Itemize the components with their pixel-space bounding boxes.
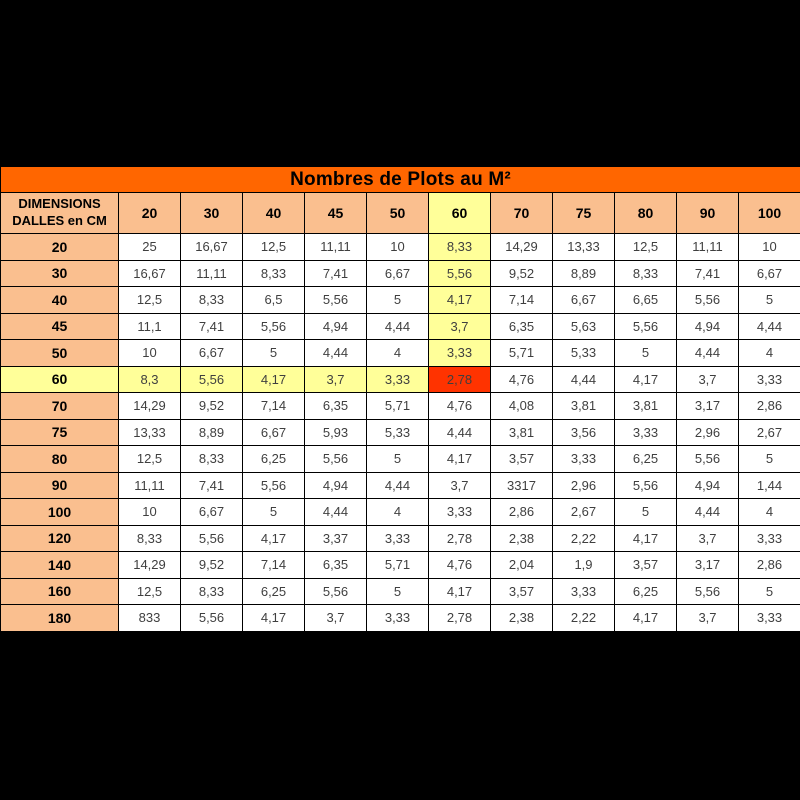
cell-40-60: 4,17	[429, 287, 491, 314]
cell-120-45: 3,37	[305, 525, 367, 552]
cell-75-40: 6,67	[243, 419, 305, 446]
cell-40-45: 5,56	[305, 287, 367, 314]
column-header-80: 80	[615, 193, 677, 234]
column-header-90: 90	[677, 193, 739, 234]
cell-80-30: 8,33	[181, 446, 243, 473]
cell-50-100: 4	[739, 340, 800, 367]
cell-50-75: 5,33	[553, 340, 615, 367]
cell-100-50: 4	[367, 499, 429, 526]
cell-140-90: 3,17	[677, 552, 739, 579]
cell-180-20: 833	[119, 605, 181, 632]
cell-20-20: 25	[119, 234, 181, 261]
cell-70-60: 4,76	[429, 393, 491, 420]
cell-40-20: 12,5	[119, 287, 181, 314]
cell-50-80: 5	[615, 340, 677, 367]
cell-70-45: 6,35	[305, 393, 367, 420]
cell-160-100: 5	[739, 578, 800, 605]
cell-45-30: 7,41	[181, 313, 243, 340]
cell-160-80: 6,25	[615, 578, 677, 605]
cell-100-75: 2,67	[553, 499, 615, 526]
cell-75-60: 4,44	[429, 419, 491, 446]
cell-180-30: 5,56	[181, 605, 243, 632]
row-header-120: 120	[1, 525, 119, 552]
cell-120-20: 8,33	[119, 525, 181, 552]
cell-60-75: 4,44	[553, 366, 615, 393]
table-row-70	[1, 393, 800, 420]
table-row-120	[1, 525, 800, 552]
cell-160-50: 5	[367, 578, 429, 605]
cell-90-30: 7,41	[181, 472, 243, 499]
cell-180-100: 3,33	[739, 605, 800, 632]
cell-160-75: 3,33	[553, 578, 615, 605]
cell-60-100: 3,33	[739, 366, 800, 393]
row-header-180: 180	[1, 605, 119, 632]
column-header-20: 20	[119, 193, 181, 234]
cell-60-30: 5,56	[181, 366, 243, 393]
row-header-20: 20	[1, 234, 119, 261]
cell-140-100: 2,86	[739, 552, 800, 579]
cell-40-90: 5,56	[677, 287, 739, 314]
cell-40-75: 6,67	[553, 287, 615, 314]
cell-60-20: 8,3	[119, 366, 181, 393]
cell-70-50: 5,71	[367, 393, 429, 420]
cell-20-75: 13,33	[553, 234, 615, 261]
cell-160-60: 4,17	[429, 578, 491, 605]
cell-90-60: 3,7	[429, 472, 491, 499]
cell-120-70: 2,38	[491, 525, 553, 552]
cell-180-60: 2,78	[429, 605, 491, 632]
cell-90-100: 1,44	[739, 472, 800, 499]
cell-45-70: 6,35	[491, 313, 553, 340]
cell-45-75: 5,63	[553, 313, 615, 340]
cell-45-20: 11,1	[119, 313, 181, 340]
cell-45-50: 4,44	[367, 313, 429, 340]
cell-180-80: 4,17	[615, 605, 677, 632]
table-row-50	[1, 340, 800, 367]
cell-70-100: 2,86	[739, 393, 800, 420]
cell-30-50: 6,67	[367, 260, 429, 287]
corner-header-line2: DALLES en CM	[12, 213, 107, 228]
cell-100-90: 4,44	[677, 499, 739, 526]
column-header-40: 40	[243, 193, 305, 234]
cell-30-40: 8,33	[243, 260, 305, 287]
cell-100-40: 5	[243, 499, 305, 526]
corner-header-line1: DIMENSIONS	[18, 196, 101, 212]
cell-90-45: 4,94	[305, 472, 367, 499]
column-header-row	[1, 193, 800, 234]
cell-80-80: 6,25	[615, 446, 677, 473]
cell-140-50: 5,71	[367, 552, 429, 579]
cell-120-100: 3,33	[739, 525, 800, 552]
cell-180-40: 4,17	[243, 605, 305, 632]
cell-80-75: 3,33	[553, 446, 615, 473]
row-header-75: 75	[1, 419, 119, 446]
cell-60-40: 4,17	[243, 366, 305, 393]
cell-160-90: 5,56	[677, 578, 739, 605]
cell-30-90: 7,41	[677, 260, 739, 287]
column-header-45: 45	[305, 193, 367, 234]
cell-75-20: 13,33	[119, 419, 181, 446]
cell-20-70: 14,29	[491, 234, 553, 261]
column-header-50: 50	[367, 193, 429, 234]
cell-75-100: 2,67	[739, 419, 800, 446]
cell-140-45: 6,35	[305, 552, 367, 579]
cell-60-90: 3,7	[677, 366, 739, 393]
cell-160-45: 5,56	[305, 578, 367, 605]
row-header-60: 60	[1, 366, 119, 393]
cell-140-20: 14,29	[119, 552, 181, 579]
cell-45-60: 3,7	[429, 313, 491, 340]
cell-120-90: 3,7	[677, 525, 739, 552]
cell-140-30: 9,52	[181, 552, 243, 579]
cell-120-50: 3,33	[367, 525, 429, 552]
cell-40-40: 6,5	[243, 287, 305, 314]
cell-90-90: 4,94	[677, 472, 739, 499]
cell-140-60: 4,76	[429, 552, 491, 579]
cell-90-75: 2,96	[553, 472, 615, 499]
cell-120-80: 4,17	[615, 525, 677, 552]
column-header-60: 60	[429, 193, 491, 234]
cell-100-100: 4	[739, 499, 800, 526]
cell-80-45: 5,56	[305, 446, 367, 473]
cell-180-70: 2,38	[491, 605, 553, 632]
table-row-140	[1, 552, 800, 579]
cell-80-70: 3,57	[491, 446, 553, 473]
cell-120-30: 5,56	[181, 525, 243, 552]
cell-75-30: 8,89	[181, 419, 243, 446]
cell-60-60: 2,78	[429, 366, 491, 393]
cell-20-90: 11,11	[677, 234, 739, 261]
cell-80-50: 5	[367, 446, 429, 473]
cell-30-20: 16,67	[119, 260, 181, 287]
cell-45-45: 4,94	[305, 313, 367, 340]
row-header-100: 100	[1, 499, 119, 526]
cell-30-80: 8,33	[615, 260, 677, 287]
row-header-40: 40	[1, 287, 119, 314]
cell-45-90: 4,94	[677, 313, 739, 340]
cell-70-80: 3,81	[615, 393, 677, 420]
table-row-30	[1, 260, 800, 287]
cell-40-100: 5	[739, 287, 800, 314]
cell-40-50: 5	[367, 287, 429, 314]
cell-90-70: 3317	[491, 472, 553, 499]
cell-70-30: 9,52	[181, 393, 243, 420]
cell-160-20: 12,5	[119, 578, 181, 605]
cell-50-45: 4,44	[305, 340, 367, 367]
cell-30-45: 7,41	[305, 260, 367, 287]
cell-20-45: 11,11	[305, 234, 367, 261]
cell-100-45: 4,44	[305, 499, 367, 526]
table-row-80	[1, 446, 800, 473]
cell-120-75: 2,22	[553, 525, 615, 552]
row-header-80: 80	[1, 446, 119, 473]
table-row-90	[1, 472, 800, 499]
cell-20-50: 10	[367, 234, 429, 261]
cell-30-60: 5,56	[429, 260, 491, 287]
cell-30-70: 9,52	[491, 260, 553, 287]
table-row-75	[1, 419, 800, 446]
cell-90-20: 11,11	[119, 472, 181, 499]
column-header-75: 75	[553, 193, 615, 234]
cell-180-50: 3,33	[367, 605, 429, 632]
table-row-40	[1, 287, 800, 314]
cell-30-30: 11,11	[181, 260, 243, 287]
cell-140-40: 7,14	[243, 552, 305, 579]
cell-75-80: 3,33	[615, 419, 677, 446]
cell-70-90: 3,17	[677, 393, 739, 420]
cell-70-75: 3,81	[553, 393, 615, 420]
cell-100-70: 2,86	[491, 499, 553, 526]
cell-90-40: 5,56	[243, 472, 305, 499]
cell-50-60: 3,33	[429, 340, 491, 367]
cell-30-75: 8,89	[553, 260, 615, 287]
cell-100-60: 3,33	[429, 499, 491, 526]
cell-40-80: 6,65	[615, 287, 677, 314]
cell-40-70: 7,14	[491, 287, 553, 314]
cell-20-30: 16,67	[181, 234, 243, 261]
cell-80-100: 5	[739, 446, 800, 473]
cell-100-80: 5	[615, 499, 677, 526]
cell-180-90: 3,7	[677, 605, 739, 632]
cell-100-30: 6,67	[181, 499, 243, 526]
cell-50-20: 10	[119, 340, 181, 367]
cell-140-75: 1,9	[553, 552, 615, 579]
row-header-90: 90	[1, 472, 119, 499]
cell-20-80: 12,5	[615, 234, 677, 261]
cell-180-75: 2,22	[553, 605, 615, 632]
cell-120-40: 4,17	[243, 525, 305, 552]
cell-20-60: 8,33	[429, 234, 491, 261]
cell-140-80: 3,57	[615, 552, 677, 579]
cell-50-30: 6,67	[181, 340, 243, 367]
column-header-100: 100	[739, 193, 800, 234]
column-header-30: 30	[181, 193, 243, 234]
row-header-50: 50	[1, 340, 119, 367]
cell-80-20: 12,5	[119, 446, 181, 473]
table-row-180	[1, 605, 800, 632]
plots-table-container	[0, 166, 800, 632]
row-header-160: 160	[1, 578, 119, 605]
cell-60-80: 4,17	[615, 366, 677, 393]
cell-20-40: 12,5	[243, 234, 305, 261]
cell-50-70: 5,71	[491, 340, 553, 367]
cell-60-70: 4,76	[491, 366, 553, 393]
row-header-45: 45	[1, 313, 119, 340]
cell-160-30: 8,33	[181, 578, 243, 605]
row-header-140: 140	[1, 552, 119, 579]
cell-140-70: 2,04	[491, 552, 553, 579]
corner-header	[1, 193, 119, 234]
cell-45-40: 5,56	[243, 313, 305, 340]
cell-90-50: 4,44	[367, 472, 429, 499]
table-row-60	[1, 366, 800, 393]
table-row-160	[1, 578, 800, 605]
cell-50-40: 5	[243, 340, 305, 367]
row-header-70: 70	[1, 393, 119, 420]
table-row-20	[1, 234, 800, 261]
cell-160-40: 6,25	[243, 578, 305, 605]
cell-80-90: 5,56	[677, 446, 739, 473]
cell-80-40: 6,25	[243, 446, 305, 473]
title-row	[1, 167, 800, 193]
cell-60-50: 3,33	[367, 366, 429, 393]
cell-75-50: 5,33	[367, 419, 429, 446]
cell-75-75: 3,56	[553, 419, 615, 446]
row-header-30: 30	[1, 260, 119, 287]
cell-70-40: 7,14	[243, 393, 305, 420]
cell-45-80: 5,56	[615, 313, 677, 340]
cell-50-90: 4,44	[677, 340, 739, 367]
plots-table	[0, 166, 800, 632]
cell-100-20: 10	[119, 499, 181, 526]
cell-80-60: 4,17	[429, 446, 491, 473]
cell-40-30: 8,33	[181, 287, 243, 314]
cell-70-70: 4,08	[491, 393, 553, 420]
table-row-100	[1, 499, 800, 526]
cell-60-45: 3,7	[305, 366, 367, 393]
cell-75-45: 5,93	[305, 419, 367, 446]
cell-70-20: 14,29	[119, 393, 181, 420]
cell-120-60: 2,78	[429, 525, 491, 552]
cell-50-50: 4	[367, 340, 429, 367]
cell-75-70: 3,81	[491, 419, 553, 446]
cell-75-90: 2,96	[677, 419, 739, 446]
cell-90-80: 5,56	[615, 472, 677, 499]
cell-20-100: 10	[739, 234, 800, 261]
table-row-45	[1, 313, 800, 340]
table-title: Nombres de Plots au M²	[1, 167, 800, 193]
cell-30-100: 6,67	[739, 260, 800, 287]
cell-45-100: 4,44	[739, 313, 800, 340]
cell-180-45: 3,7	[305, 605, 367, 632]
cell-160-70: 3,57	[491, 578, 553, 605]
column-header-70: 70	[491, 193, 553, 234]
